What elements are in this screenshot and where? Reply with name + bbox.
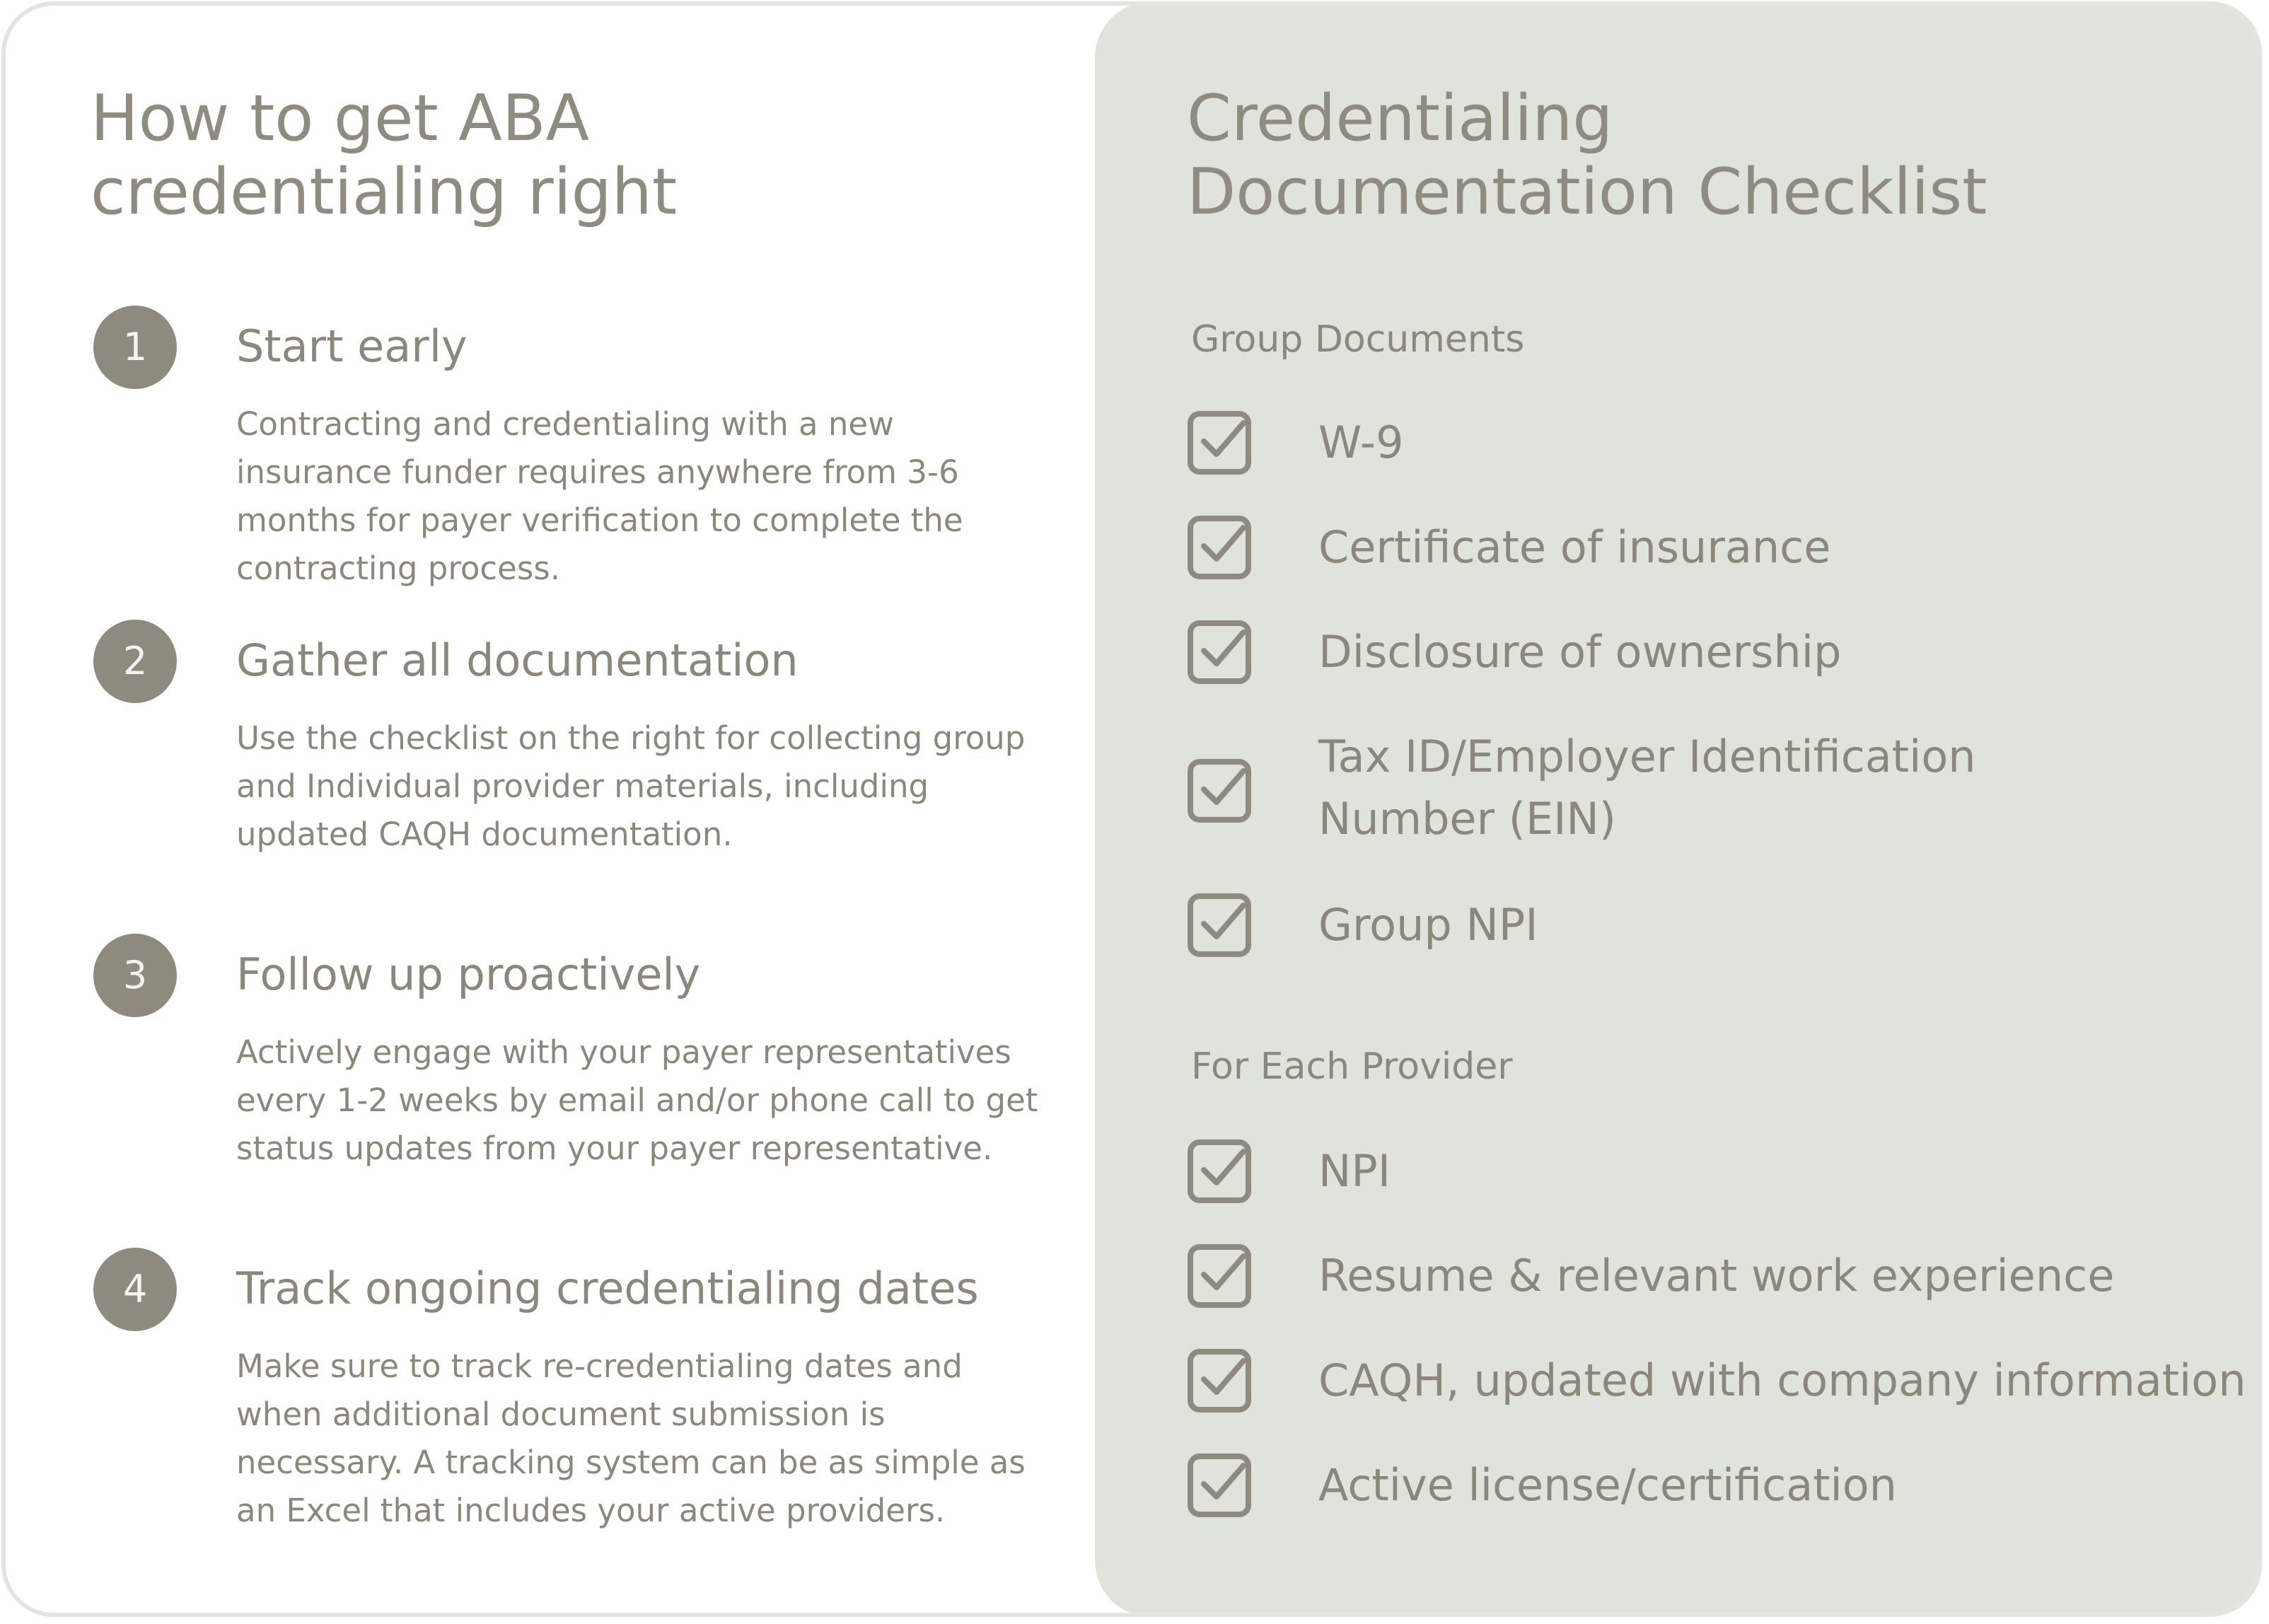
checkbox-checked-icon [1187, 515, 1252, 580]
checkbox-checked-icon [1187, 620, 1252, 685]
step-description-line: Actively engage with your payer representatives [236, 1033, 1011, 1071]
checklist-item-text: Number (EIN) [1318, 793, 1616, 845]
step-number-badge: 3 [93, 934, 177, 1017]
step-description-line: and Individual provider materials, including [236, 767, 929, 805]
checklist-item-label [1318, 412, 1404, 474]
checkbox-checked-icon [1187, 758, 1252, 823]
step-description-line: Make sure to track re-credentialing dates and [236, 1347, 963, 1385]
checklist-item-text: W-9 [1318, 417, 1404, 468]
provider-documents-label: For Each Provider [1191, 1045, 1513, 1088]
step-description [236, 1028, 1085, 1173]
checklist-item-text: Resume & relevant work experience [1318, 1250, 2115, 1301]
checklist-item-text: Certificate of insurance [1318, 521, 1831, 573]
checklist-heading-line: Documentation Checklist [1187, 155, 1987, 229]
steps-heading-line: credentialing right [91, 155, 678, 229]
step-description-line: necessary. A tracking system can be as simple as [236, 1444, 1026, 1481]
steps-heading-line: How to get ABA [91, 81, 590, 156]
step-description-line: contracting process. [236, 550, 561, 587]
step-title: Follow up proactively [236, 949, 701, 1000]
step-description [236, 1342, 1085, 1535]
checkbox-checked-icon [1187, 893, 1252, 958]
checkbox-checked-icon [1187, 1139, 1252, 1204]
step-description-line: Contracting and credentialing with a new [236, 405, 894, 443]
checkbox-checked-icon [1187, 1453, 1252, 1518]
checklist-item-text: Group NPI [1318, 899, 1538, 951]
checklist-item-label [1318, 894, 1538, 956]
steps-heading [91, 82, 677, 229]
checkbox-checked-icon [1187, 410, 1252, 475]
checklist-item-text: CAQH, updated with company information [1318, 1355, 2246, 1406]
checklist-item-text: NPI [1318, 1145, 1391, 1197]
group-documents-label: Group Documents [1191, 318, 1525, 361]
step-title: Start early [236, 320, 468, 372]
checklist-item-label [1318, 1454, 1897, 1516]
checklist-heading-line: Credentialing [1187, 81, 1613, 156]
step-description-line: updated CAQH documentation. [236, 816, 733, 853]
step-description-line: insurance funder requires anywhere from 3-6 [236, 453, 959, 491]
step-description [236, 714, 1085, 859]
step-description-line: an Excel that includes your active providers. [236, 1492, 946, 1529]
card [1, 1, 2262, 1617]
step-number-badge: 1 [93, 306, 177, 389]
step-description-line: Use the checklist on the right for collecting group [236, 719, 1026, 757]
step-number-badge: 2 [93, 620, 177, 703]
step-title: Track ongoing credentialing dates [236, 1263, 979, 1314]
step-description-line: status updates from your payer representative. [236, 1130, 993, 1167]
step-number-badge: 4 [93, 1248, 177, 1331]
step-title: Gather all documentation [236, 634, 799, 686]
checklist-item-label [1318, 1245, 2114, 1307]
checklist-heading [1187, 82, 1987, 229]
checklist-item-text: Disclosure of ownership [1318, 626, 1842, 678]
checklist-item-label [1318, 1350, 2246, 1412]
step-description-line: when additional document submission is [236, 1396, 886, 1433]
step-description [236, 400, 1085, 593]
checklist-item-label [1318, 726, 1976, 850]
checklist-item-label [1318, 1140, 1391, 1202]
checklist-item-label [1318, 516, 1830, 579]
checklist-item-label [1318, 621, 1841, 683]
step-description-line: every 1-2 weeks by email and/or phone call to get [236, 1081, 1038, 1119]
checklist-item-text: Tax ID/Employer Identification [1318, 731, 1976, 782]
checklist-panel [1095, 1, 2262, 1617]
checkbox-checked-icon [1187, 1243, 1252, 1309]
checklist-item-text: Active license/certification [1318, 1459, 1897, 1511]
steps-panel [6, 6, 1095, 1613]
checkbox-checked-icon [1187, 1348, 1252, 1413]
step-description-line: months for payer verification to complete the [236, 501, 963, 539]
